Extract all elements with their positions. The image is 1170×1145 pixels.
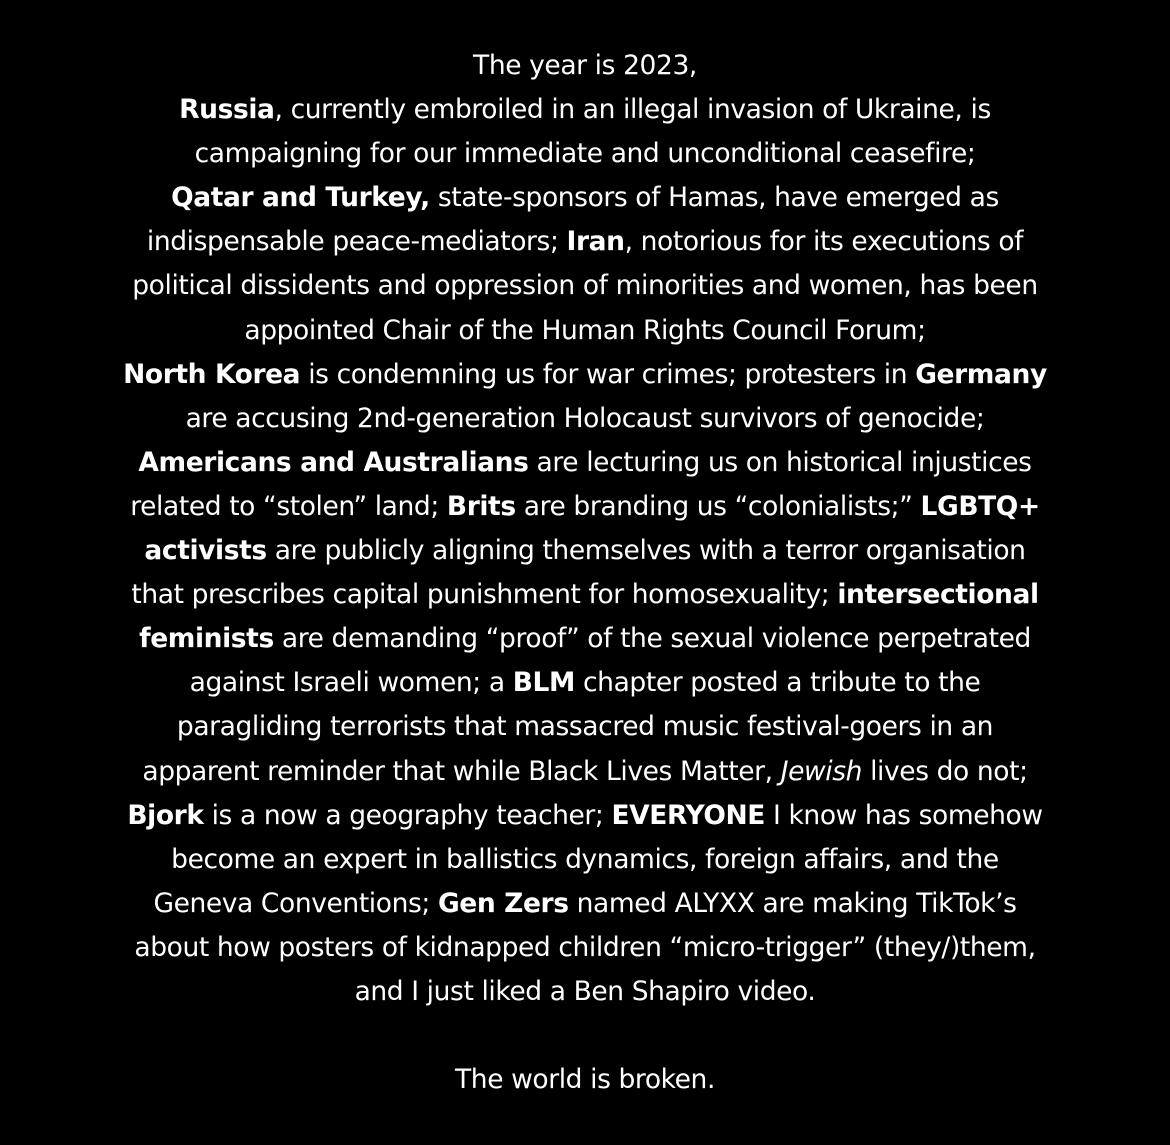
text-span: are publicly aligning themselves with a terror organisation [266, 535, 1026, 567]
text-line [20, 176, 1150, 220]
bold-term-brits: Brits [446, 490, 516, 522]
text-line [20, 220, 1150, 264]
text-line [20, 661, 1150, 705]
text-span: paragliding terrorists that massacred music festival-goers in an [176, 711, 994, 743]
text-span: is condemning us for war crimes; protesters in [300, 358, 916, 390]
text-span: is a now a geography teacher; [203, 799, 612, 831]
text-span: are branding us “colonialists;” [515, 490, 921, 522]
text-line [20, 44, 1150, 88]
text-line [20, 132, 1150, 176]
text-line [20, 750, 1150, 794]
text-line [20, 970, 1150, 1014]
text-line [20, 264, 1150, 308]
italic-term-jewish: Jewish [780, 755, 863, 787]
text-span: are demanding “proof” of the sexual violence perpetrated [273, 623, 1031, 655]
text-span: political dissidents and oppression of minorities and women, has been [132, 270, 1038, 302]
text-line [20, 441, 1150, 485]
text-span: , notorious for its executions of [624, 226, 1024, 258]
text-line [20, 353, 1150, 397]
paragraph-gap [20, 1014, 1150, 1058]
text-line [20, 397, 1150, 441]
text-span: appointed Chair of the Human Rights Council Forum; [244, 314, 926, 346]
bold-term-bjork: Bjork [127, 799, 204, 831]
text-span: apparent reminder that while Black Lives Matter, [142, 755, 781, 787]
text-line [20, 617, 1150, 661]
bold-term-activists: activists [144, 535, 267, 567]
text-line [20, 926, 1150, 970]
bold-term-intersectional: intersectional [837, 579, 1039, 611]
bold-term-lgbtq: LGBTQ+ [920, 490, 1040, 522]
text-span: state-sponsors of Hamas, have emerged as [429, 182, 999, 214]
text-span: Geneva Conventions; [153, 887, 438, 919]
text-span: campaigning for our immediate and unconditional ceasefire; [194, 138, 976, 170]
text-span: named ALYXX are making TikTok’s [568, 887, 1017, 919]
text-span: are accusing 2nd-generation Holocaust survivors of genocide; [185, 402, 985, 434]
text-line [20, 705, 1150, 749]
bold-term-russia: Russia [179, 94, 275, 126]
text-span: against Israeli women; a [189, 667, 513, 699]
text-line [20, 882, 1150, 926]
text-line [20, 838, 1150, 882]
text-span: about how posters of kidnapped children “micro-trigger” (they/)them, [134, 931, 1036, 963]
bold-term-qatar-turkey: Qatar and Turkey, [171, 182, 430, 214]
body-text [20, 44, 1150, 1102]
text-line [20, 88, 1150, 132]
text-span: and I just liked a Ben Shapiro video. [354, 975, 816, 1007]
text-span: that prescribes capital punishment for homosexuality; [131, 579, 838, 611]
opening-line: The year is 2023, [473, 50, 697, 81]
text-line [20, 1058, 1150, 1102]
text-span: chapter posted a tribute to the [574, 667, 981, 699]
text-line [20, 573, 1150, 617]
text-span: related to “stolen” land; [130, 490, 447, 522]
text-span: indispensable peace-mediators; [146, 226, 567, 258]
text-span: , currently embroiled in an illegal invasion of Ukraine, is [274, 94, 991, 126]
bold-term-iran: Iran [566, 226, 625, 258]
text-line [20, 529, 1150, 573]
text-line [20, 794, 1150, 838]
bold-term-blm: BLM [512, 667, 575, 699]
bold-term-americans-australians: Americans and Australians [138, 446, 529, 478]
text-span: are lecturing us on historical injustices [528, 446, 1032, 478]
text-span: become an expert in ballistics dynamics, foreign affairs, and the [171, 843, 999, 875]
text-line [20, 309, 1150, 353]
bold-term-gen-zers: Gen Zers [437, 887, 569, 919]
text-span: I know has somehow [765, 799, 1043, 831]
bold-term-everyone: EVERYONE [611, 799, 766, 831]
bold-term-germany: Germany [915, 358, 1047, 390]
bold-term-north-korea: North Korea [123, 358, 301, 390]
closing-line: The world is broken. [455, 1064, 715, 1096]
text-line [20, 485, 1150, 529]
bold-term-feminists: feminists [139, 623, 274, 655]
text-span: lives do not; [862, 755, 1028, 787]
